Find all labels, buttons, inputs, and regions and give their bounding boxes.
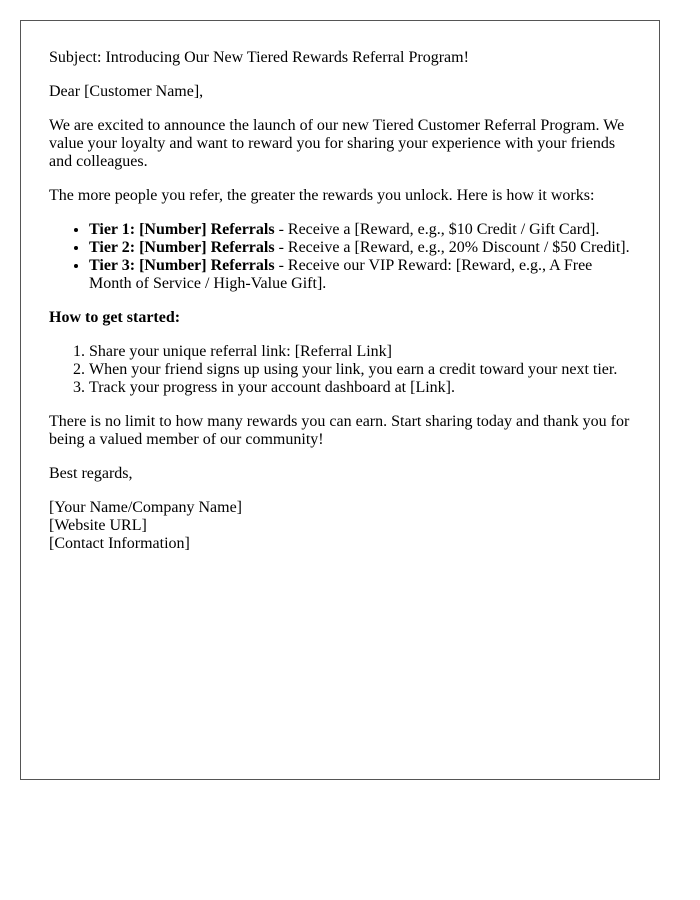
subject-line: Subject: Introducing Our New Tiered Rewards Referral Program! — [49, 49, 469, 66]
get-started-heading-text: How to get started: — [49, 309, 181, 326]
signature-name: [Your Name/Company Name] — [49, 499, 243, 516]
tier-label: Tier 1: [Number] Referrals — [89, 221, 275, 238]
tier-label: Tier 3: [Number] Referrals — [89, 257, 275, 274]
tier-description: - Receive a [Reward, e.g., 20% Discount / $50 Credit]. — [274, 239, 630, 256]
signature-website: [Website URL] — [49, 517, 147, 534]
intro-paragraph: We are excited to announce the launch of our new Tiered Customer Referral Program. We value your loyalty and want to reward you for sharing your experience with your friends and colleagues. — [49, 117, 625, 170]
step-item: 1. Share your unique referral link: [Referral Link] — [89, 343, 631, 361]
tier-description: - Receive a [Reward, e.g., $10 Credit / Gift Card]. — [274, 221, 600, 238]
step-item: 3. Track your progress in your account dashboard at [Link]. — [89, 379, 631, 397]
tier-label: Tier 2: [Number] Referrals — [89, 239, 275, 256]
tier-item — [89, 239, 631, 257]
step-item: 2. When your friend signs up using your link, you earn a credit toward your next tier. — [89, 361, 631, 379]
get-started-heading — [49, 309, 631, 327]
signature-contact: [Contact Information] — [49, 535, 190, 552]
steps-list — [49, 343, 631, 397]
greeting: Dear [Customer Name], — [49, 83, 204, 100]
tier-item — [89, 257, 631, 293]
tier-list — [49, 221, 631, 293]
letter-document — [20, 20, 660, 780]
signoff: Best regards, — [49, 465, 133, 482]
how-it-works-paragraph: The more people you refer, the greater the rewards you unlock. Here is how it works: — [49, 187, 595, 204]
tier-description: - Receive our VIP Reward: [Reward, e.g., A Free Month of Service / High-Value Gift]. — [89, 257, 593, 292]
signature-block — [49, 499, 631, 553]
closing-paragraph: There is no limit to how many rewards you can earn. Start sharing today and thank you for being a valued member of our community! — [49, 413, 630, 448]
tier-item — [89, 221, 631, 239]
